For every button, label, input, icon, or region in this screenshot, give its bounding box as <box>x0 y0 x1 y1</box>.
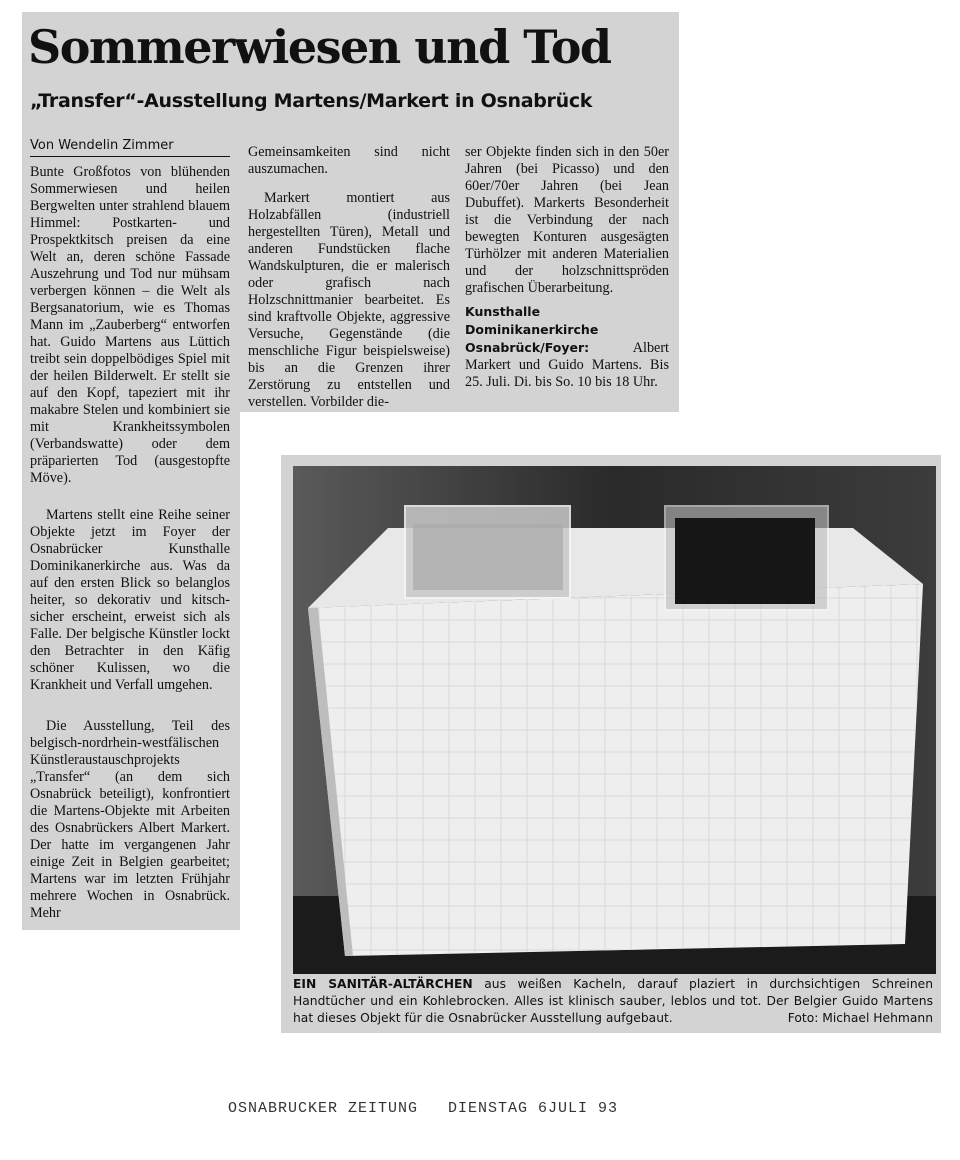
paragraph: Martens stellt eine Reihe seiner Objekte jetzt im Foyer der Osnabrücker Kunsthalle Dominikanerkirche aus. Was da auf den ersten Blick so belanglos heiter, so dekorativ und kitsch-sicher erscheint, erweist sich als Falle. Der belgische Künstler lockt den Betrachter in den Käfig schöner Kulissen, wo die Krankheit und Verfall umgehen. <box>30 507 230 693</box>
paragraph: ser Objekte finden sich in den 50er Jahren (bei Picasso) und den 60er/70er Jahren (bei Jean Dubuffet). Markerts Besonderheit ist die Verbindung der nach bewegten Konturen ausgesägten Türhölzer mit anderen Materialien und der holzschnittsprödеn grafischen Überarbeitung. <box>465 144 669 296</box>
paragraph: Die Ausstellung, Teil des belgisch-nordrhein-westfälischen Künstleraustauschprojekts „Transfer“ (an dem sich Osnabrück beteiligt), konfrontiert die Martens-Objekte mit Arbeiten des Osnabrückers Albert Markert. Der hatte im vergangenen Jahr einige Zeit in Belgien gearbeitet; Martens war im letzten Frühjahr mehrere Wochen in Osnabrück. Mehr <box>30 718 230 921</box>
caption-title: EIN SANITÄR-ALTÄRCHEN <box>293 977 473 991</box>
artwork-photo-image <box>293 466 936 974</box>
article-column-3 <box>465 144 669 391</box>
paragraph: Markert montiert aus Holzabfällen (industriell hergestellten Türen), Metall und anderen Fundstücken flache Wandskulpturen, die er malerisch oder grafisch nach Holzschnittmanier bearbeitet. Es sind kraftvolle Objekte, aggressive Versuche, Gegenstände (die menschliche Figur beispielsweise) bis an die Grenzen ihrer Zerstörung zu entstellen und verstellen. Vorbilder die- <box>248 190 450 410</box>
exhibition-info-dates: Albert Markert und Guido Martens. Bis 25. Juli. Di. bis So. 10 bis 18 Uhr. <box>465 340 669 390</box>
paragraph: Gemeinsamkeiten sind nicht auszumachen. <box>248 144 450 177</box>
source-stamp: OSNABRUCKER ZEITUNG DIENSTAG 6JULI 93 <box>228 1100 619 1117</box>
photo-credit: Foto: Michael Hehmann <box>787 1011 933 1025</box>
artwork-photo <box>293 466 936 974</box>
subheadline: „Transfer“-Ausstellung Martens/Markert in Osnabrück <box>30 90 593 112</box>
paragraph: Bunte Großfotos von blühenden Sommerwiesen und heilen Bergwelten unter strahlend blauem Himmel: Postkarten- und Prospektkitsch preisen da eine Welt an, deren schöne Fassade Auszehrung und Tod nur mühsam verbergen können – die Welt als Bergsanatorium, wie es Thomas Mann im „Zauberberg“ entworfen hat. Guido Martens aus Lüttich treibt sein doppelbödiges Spiel mit der heilen Bilderwelt. Er stellt sie auf den Kopf, tapeziert mit ihr makabre Stelen und kombiniert sie mit Krankheitssymbolen (Verbandswatte) oder dem präparierten Tod (ausgestopfte Möve). <box>30 164 230 486</box>
byline: Von Wendelin Zimmer <box>30 138 230 157</box>
exhibition-info <box>465 303 669 391</box>
exhibition-info-venue: Kunsthalle Dominikanerkirche Osnabrück/Foyer: <box>465 304 599 355</box>
article-column-1 <box>30 164 230 922</box>
photo-caption <box>293 976 933 1027</box>
headline: Sommerwiesen und Tod <box>28 20 611 74</box>
article-column-2 <box>248 144 450 411</box>
caption-text: aus weißen Kacheln, darauf plaziert in durchsichtigen Schreinen Handtücher und ein Kohlebrocken. Alles ist klinisch sauber, leblos und tot. Der Belgier Guido Martens hat dieses Objekt für die Osnabrücker Ausstellung aufgebaut. <box>293 977 933 1025</box>
